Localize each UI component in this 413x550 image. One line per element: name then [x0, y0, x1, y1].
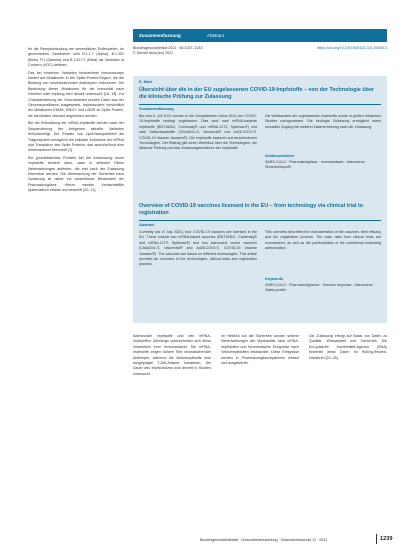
zusammenfassung-heading: Zusammenfassung: [139, 107, 174, 111]
abstract-tab-bar: [133, 29, 387, 42]
abstract-box: [133, 76, 387, 323]
divider: [139, 220, 381, 221]
body-column-1: Adenovirale Impfstoffe und den mRNA-Impfstoffen. Allerdings unterscheiden sich diese hinsichtlich ihrer Immunantwort. Die mRNA-Impfstoffe zeigen höhere Titer neutralisierender Antikörper, während die Vektorimpfstoffe eine ausgeprägte T-Zell-Antwort induzieren. Die Dauer des Impfschutzes wird derzeit in Studien untersucht.: [133, 334, 211, 376]
body-column-2: Im Hinblick auf die Sicherheit wurden seltene Nebenwirkungen wie Myokarditis nach mRNA-Impfstoffen und thrombotische Ereignisse nach Vektorimpfstoffen beobachtet. Diese Ereignisse werden in Pharmakovigilanzsystemen erfasst und ausgewertet.: [221, 334, 299, 366]
english-abstract-left: Currently (as of July 2021), four COVID-19 vaccines are licensed in the EU. These include two mRNA-based vaccines (BNT162b2, Comirnaty® and mRNA-1273, Spikevax®) and two adenoviral vector vaccines (ChAdOx1-S, Vaxzevria® and Ad26.COV2.S, COVID-19 Vaccine Janssen®). The vaccines are based on different technologies. This article provides an overview of the technologies, clinical trials and registration process.: [139, 230, 257, 267]
english-abstract-right: This overview describes the characteristics of the vaccines, their efficacy and the registration process. The main data from clinical trials are summarized, as well as the particularities of the conditional marketing authorization.: [265, 230, 381, 251]
body-column-3: Die Zulassung erfolgt auf Basis von Daten zu Qualität, Wirksamkeit und Sicherheit. Die Europäische Arzneimittel-Agentur (EMA) bewertet diese Daten im Rolling-Review-Verfahren [22–25].: [309, 334, 387, 360]
journal-citation: Bundesgesundheitsbl 2021 · 64:1237–1243: [133, 46, 203, 50]
divider: [139, 104, 381, 105]
keywords-de: SARS-CoV-2 · Pharmakovigilanz · Immunantwort · Adenovirus · Sicherheitsprofil: [265, 160, 367, 170]
abstract-heading: Abstract: [139, 223, 155, 227]
copyright: © Der/die Autor(en) 2021: [133, 51, 174, 55]
footer-divider: [376, 534, 377, 544]
author-label: E. Mich: [139, 80, 153, 84]
keywords-heading-en: Keywords: [265, 277, 284, 281]
citation-meta: [133, 46, 387, 56]
paragraph: Das bei einzelnen Varianten beobachtete Immunescape basiert auf Mutationen in der Spike-Protein-Region, die die Bindung von neutralisierenden Antikörpern reduzieren. Die Bedeutung dieser Mutationen für die Immunität nach Infektion oder Impfung wird aktuell untersucht [18, 19]. Zur Charakterisierung der Virusvarianten wurden Daten aus der Genomsurveillance ausgewertet, insbesondere hinsichtlich der Mutationen E484K, N501Y und L452R im Spike-Protein, die als klinisch relevant angesehen werden.: [28, 70, 124, 118]
journal-footer: Bundesgesundheitsblatt · Gesundheitsforschung · Gesundheitsschutz 11 · 2021: [200, 538, 328, 542]
page-number: 1239: [380, 536, 393, 542]
german-abstract-right: Die Wirksamkeit der zugelassenen Impfstoffe wurde in großen klinischen Studien nachgewiesen. Die bedingte Zulassung ermöglicht einen schnellen Zugang bei weiterer Datenerhebung nach der Zulassung.: [265, 114, 381, 129]
tab-abstract[interactable]: Abstract: [207, 33, 224, 38]
keywords-heading-de: Schlüsselwörter: [265, 154, 295, 158]
doi-link[interactable]: https://doi.org/10.1007/s00103-021-04406-4: [316, 46, 387, 50]
german-abstract-left: Bis zum 6. Juli 2021 wurden in der Europäischen Union (EU) vier COVID-19-Impfstoffe bedingt zugelassen. Dies sind zwei mRNA-basierte Impfstoffe (BNT162b2, Comirnaty® und mRNA-1273, Spikevax®) und zwei Vektorimpfstoffe (ChAdOx1-S, Vaxzevria® und Ad26.COV2.S, COVID-19 Vaccine Janssen®). Die Impfstoffe basieren auf verschiedenen Technologien. Der Beitrag gibt einen Überblick über die Technologien, die klinische Prüfung und das Zulassungsverfahren der Impfstoffe.: [139, 114, 257, 151]
keywords-en: SARS-CoV-2 · Pharmacovigilance · Immune response · Adenovirus · Safety profile: [265, 283, 375, 293]
tab-zusammenfassung[interactable]: Zusammenfassung: [139, 33, 181, 38]
german-title: Übersicht über die in der EU zugelassenen COVID-19-Impfstoffe – von der Technologie über die klinische Prüfung zur Zulassung: [139, 87, 375, 100]
english-title: Overview of COVID-19 vaccines licensed in the EU – from technology via clinical trial to registration: [139, 203, 364, 216]
left-text-column: [28, 47, 124, 196]
paragraph: Bei der Entwicklung der mRNA-Impfstoffe werden nach der Sequenzierung der Antigenen aktuelle Varianten berücksichtigt. Der Einsatz von Lipid-Nanopartikeln als Trägersystem ermöglicht die zelluläre Aufnahme der mRNA und Translation des Spike-Proteins, das anschließend eine Immunantwort hervorruft [1].: [28, 121, 124, 153]
paragraph: für die Rezeptorbindung am wesentlichen Rollespielen. Im genomischen Geschehen sind B.1.1.7 (Alpha), B.1.351 (Beta), P.1 (Gamma) und B.1.617.2 (Delta) als Varianten of Concern (VOC) definiert.: [28, 47, 124, 68]
paragraph: Ein grundsätzliches Problem bei der Anwendung neuer Impfstoffe besteht darin, dass in seltenen Fällen Nebenwirkungen auftreten, die erst nach der Zulassung erkennbar werden. Die Überwachung der Sicherheit nach Zulassung ist daher ein wesentlicher Bestandteil der Pharmakovigilanz. Hierzu werden Verdachtsfälle systematisch erfasst und bewertet [20, 21].: [28, 155, 124, 193]
